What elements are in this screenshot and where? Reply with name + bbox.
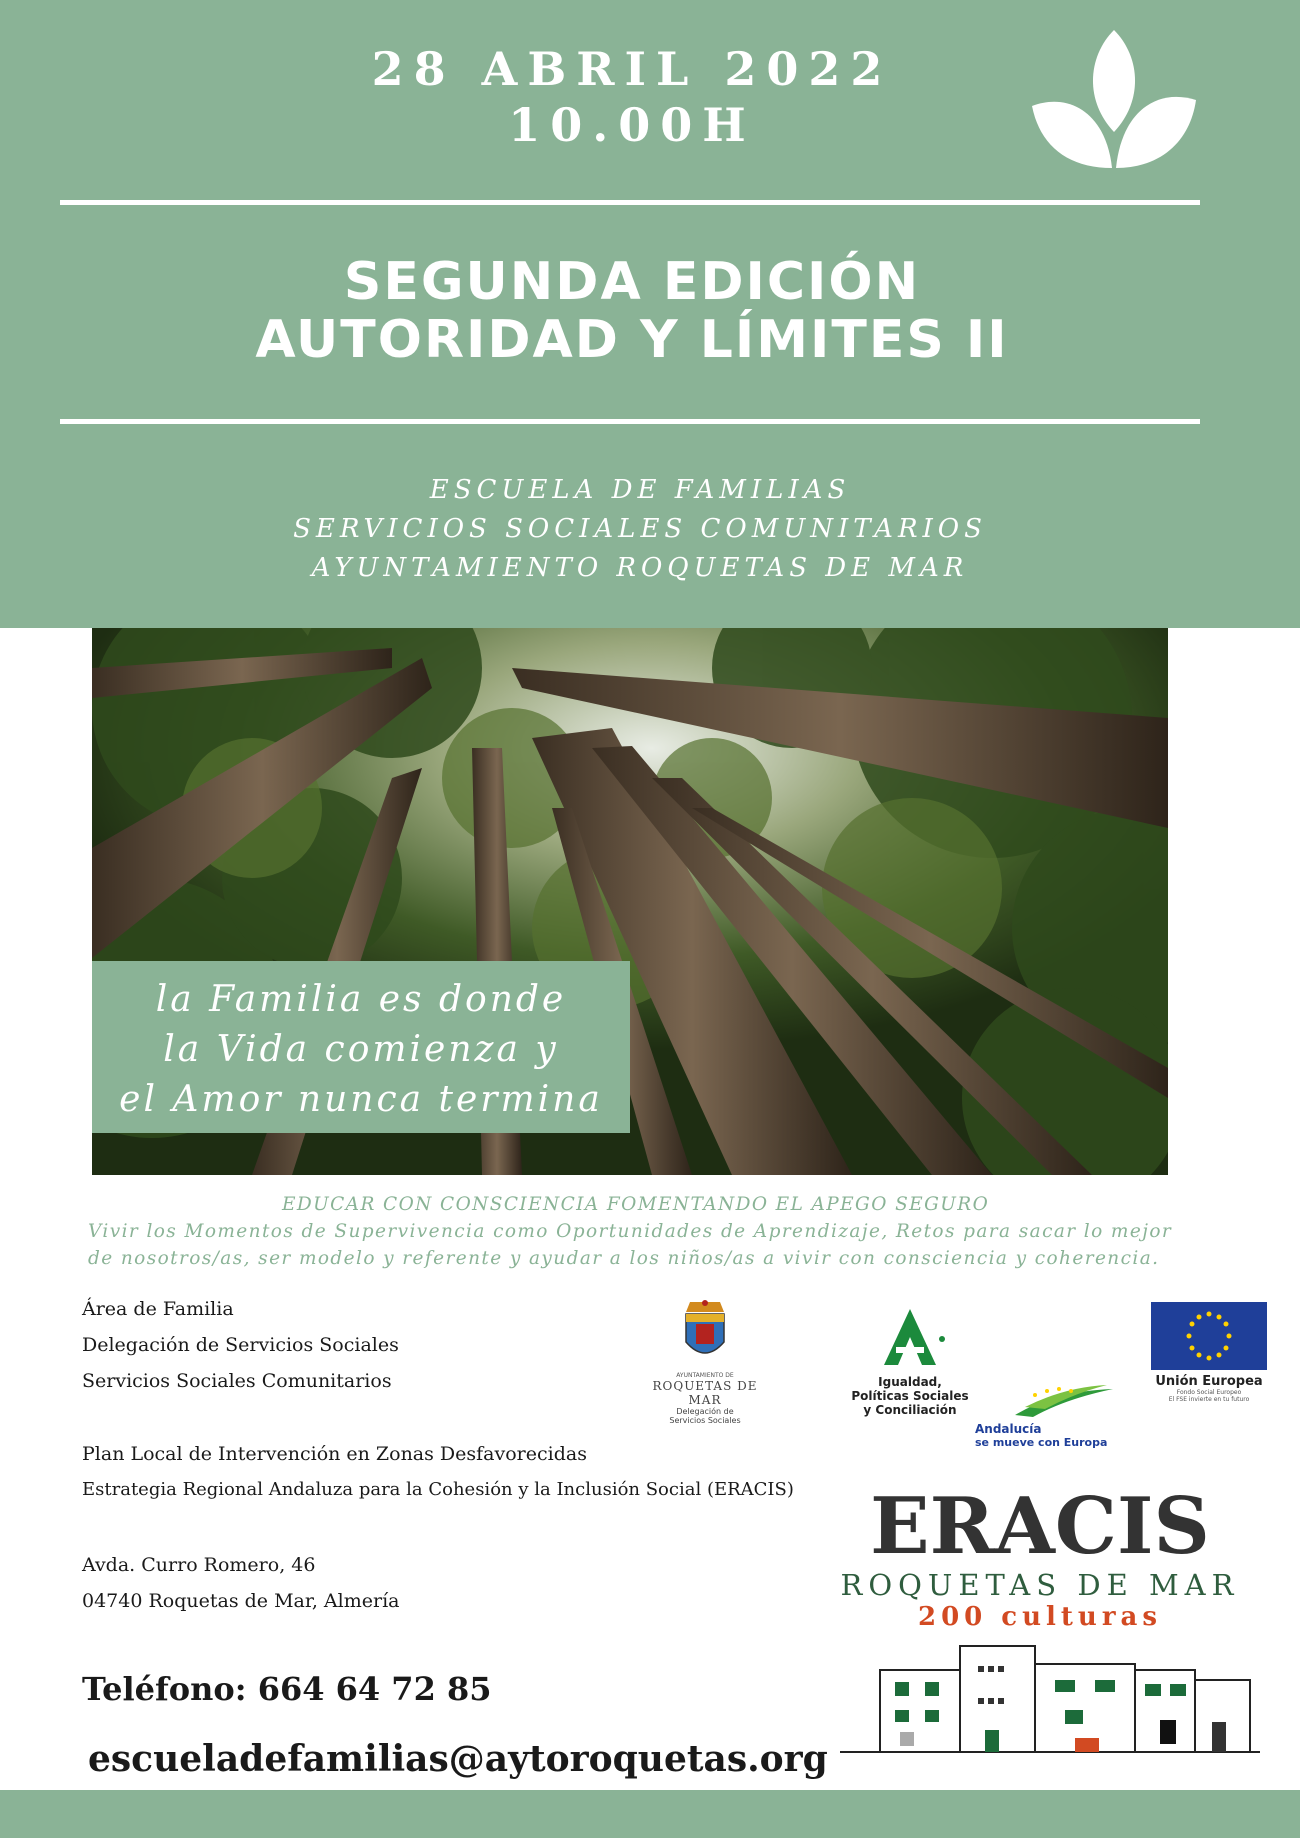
divider-bottom: [60, 419, 1200, 424]
andalucia-line2: se mueve con Europa: [975, 1436, 1108, 1449]
quote-box: [92, 961, 630, 1133]
page-title-line2: AUTORIDAD Y LÍMITES II: [255, 310, 1009, 370]
eu-logo: [1148, 1302, 1270, 1412]
footer-bar: [0, 1790, 1300, 1838]
eracis-title: ERACIS: [870, 1481, 1210, 1572]
eracis-town: ROQUETAS DE MAR: [840, 1568, 1240, 1602]
motto-line1: Vivir los Momentos de Supervivencia como Oportunidades de Aprendizaje, Retos para sacar lo mejor: [88, 1221, 1173, 1242]
delegation-label: Delegación de Servicios Sociales: [82, 1334, 399, 1356]
eu-line1: Unión Europea: [1155, 1374, 1263, 1389]
event-date: 28 ABRIL 2022: [371, 42, 893, 96]
motto-line2: de nosotros/as, ser modelo y referente y ayudar a los niños/as a vivir con consciencia y coherencia.: [88, 1248, 1160, 1269]
address-line1: Avda. Curro Romero, 46: [82, 1554, 316, 1576]
andalucia-europa-logo: [975, 1385, 1115, 1449]
andalucia-line1: Andalucía: [975, 1422, 1042, 1436]
junta-line2: Políticas Sociales: [851, 1389, 969, 1403]
email-link[interactable]: escueladefamilias@aytoroquetas.org: [88, 1738, 828, 1780]
junta-igualdad-logo: [850, 1305, 970, 1425]
roquetas-logo-line1: AYUNTAMIENTO DE: [676, 1372, 734, 1379]
org-line3: AYUNTAMIENTO ROQUETAS DE MAR: [311, 553, 969, 583]
area-label: Área de Familia: [82, 1298, 234, 1320]
eu-line3: El FSE invierte en tu futuro: [1168, 1396, 1250, 1403]
roquetas-logo-line3: Delegación de: [676, 1407, 734, 1416]
roquetas-logo-line2: ROQUETAS DE MAR: [652, 1379, 758, 1407]
roquetas-logo-line4: Servicios Sociales: [669, 1416, 741, 1425]
org-line2: SERVICIOS SOCIALES COMUNITARIOS: [293, 514, 987, 544]
plan-label: Plan Local de Intervención en Zonas Desfavorecidas: [82, 1443, 587, 1465]
page-title-line1: SEGUNDA EDICIÓN: [343, 252, 921, 312]
junta-line1: Igualdad,: [878, 1375, 942, 1389]
junta-andalucia-icon: [850, 1305, 970, 1371]
leaf-icon: [1028, 28, 1200, 176]
eu-flag-icon: [1151, 1302, 1267, 1370]
houses-illustration: [840, 1640, 1260, 1756]
divider-top: [60, 200, 1200, 205]
phone-number[interactable]: Teléfono: 664 64 72 85: [82, 1670, 492, 1708]
quote-line2: la Vida comienza y: [163, 1029, 559, 1070]
motto-heading: EDUCAR CON CONSCIENCIA FOMENTANDO EL APEGO SEGURO: [282, 1194, 990, 1215]
address-line2: 04740 Roquetas de Mar, Almería: [82, 1590, 400, 1612]
coat-of-arms-icon: [640, 1298, 770, 1368]
eracis-tagline: 200 culturas: [917, 1602, 1163, 1632]
junta-line3: y Conciliación: [863, 1403, 957, 1417]
eu-line2: Fondo Social Europeo: [1176, 1389, 1242, 1396]
quote-line3: el Amor nunca termina: [119, 1079, 603, 1120]
strategy-label: Estrategia Regional Andaluza para la Cohesión y la Inclusión Social (ERACIS): [82, 1479, 794, 1500]
roquetas-logo: [640, 1298, 770, 1433]
org-line1: ESCUELA DE FAMILIAS: [429, 475, 851, 505]
andalucia-swoosh-icon: [975, 1385, 1115, 1419]
quote-line1: la Familia es donde: [155, 979, 567, 1020]
event-time: 10.00H: [508, 98, 756, 152]
services-label: Servicios Sociales Comunitarios: [82, 1370, 392, 1392]
eracis-logo: [840, 1481, 1240, 1632]
